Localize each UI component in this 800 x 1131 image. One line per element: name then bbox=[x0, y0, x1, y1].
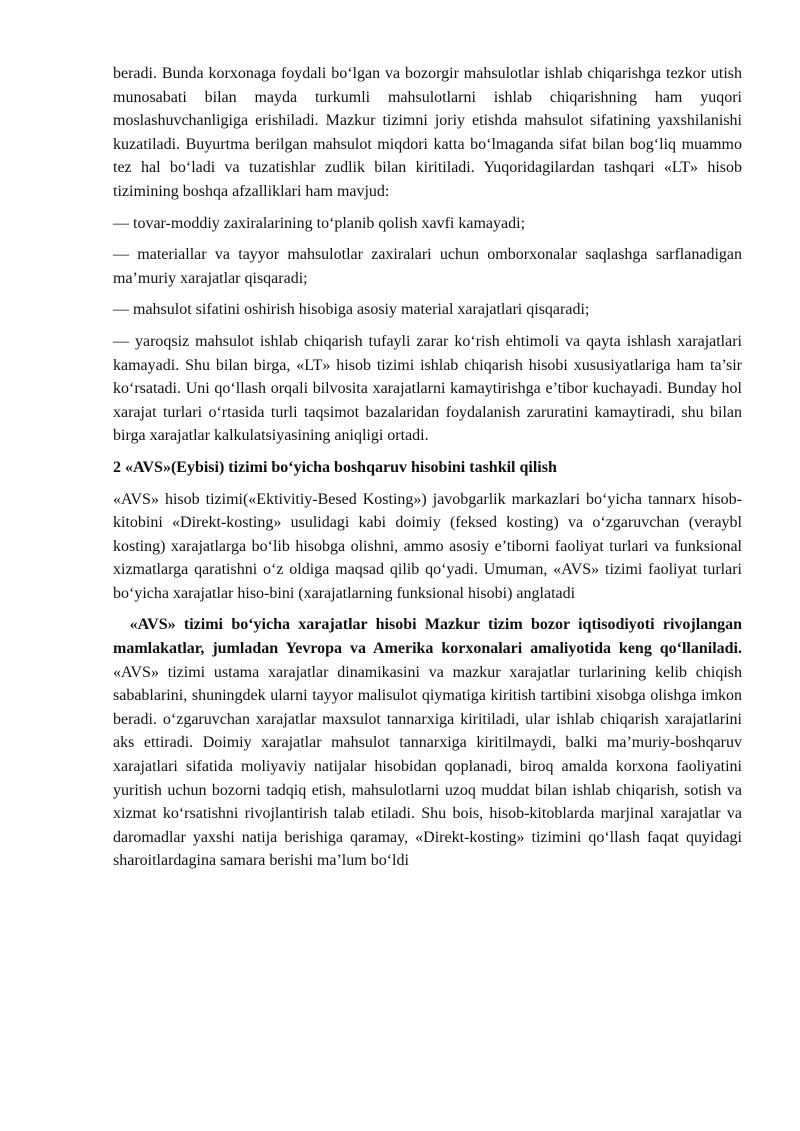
list-item-dash: — materiallar va tayyor mahsulotlar zaxiralari uchun omborxonalar saqlashga sarflanadigan ma’muriy xarajatlar qisqaradi; bbox=[113, 246, 742, 287]
paragraph-intro: beradi. Bunda korxonaga foydali bo‘lgan va bozorgir mahsulotlar ishlab chiqarishga tezkor utish munosabati bilan mayda turkumli mahsulotlarni ishlab chiqarishning ham yuqori moslashuvchanligiga erishiladi. Mazkur tizimni joriy etishda mahsulot sifatining yaxshilanishi kuzatiladi. Buyurtma berilgan mahsulot miqdori katta bo‘lmaganda sifat bilan bog‘liq muammo tez hal bo‘ladi va tuzatishlar zudlik bilan kiritiladi. Yuqoridagilardan tashqari «LT» hisob tizimining boshqa afzalliklari ham mavjud: bbox=[113, 65, 742, 200]
paragraph-avs-cost-accounting bbox=[113, 613, 742, 873]
list-item-dash: — mahsulot sifatini oshirish hisobiga asosiy material xarajatlari qisqaradi; bbox=[113, 301, 590, 319]
bold-lead-sentence: «AVS» tizimi bo‘yicha xarajatlar hisobi Mazkur tizim bozor iqtisodiyoti rivojlangan mamlakatlar, jumladan Yevropa va Amerika korxonalari amaliyotida keng qo‘llaniladi. bbox=[113, 616, 742, 658]
list-item-dash: — yaroqsiz mahsulot ishlab chiqarish tufayli zarar ko‘rish ehtimoli va qayta ishlash xarajatlari kamayadi. Shu bilan birga, «LT» hisob tizimi ishlab chiqarish hisobi xususiyatlariga ham ta’sir ko‘rsatadi. Uni qo‘llash orqali bilvosita xarajatlarni kamaytirishga e’tibor kuchayadi. Bunday hol xarajat turlari o‘rtasida turli taqsimot bazalaridan foydalanish zaruratini kamaytiradi, shu bilan birga xarajatlar kalkulatsiyasining aniqligi ortadi. bbox=[113, 332, 742, 445]
document-page bbox=[113, 62, 742, 881]
paragraph-avs-definition: «AVS» hisob tizimi(«Ektivitiy-Besed Kosting») javobgarlik markazlari bo‘yicha tannarx hisob-kitobini «Direkt-kosting» usulidagi kabi doimiy (feksed kosting) va o‘zgaruvchan (veraybl kosting) xarajatlarga bo‘lib hisobga olishni, ammo asosiy e’tiborni faoliyat turlari va funksional xizmatlarga qaratishni o‘z oldiga maqsad qilib qo‘yadi. Umuman, «AVS» tizimi faoliyat turlari bo‘yicha xarajatlar hiso-bini (xarajatlarning funksional hisobi) anglatadi bbox=[113, 490, 742, 602]
list-item-dash: — tovar-moddiy zaxiralarining to‘planib qolish xavfi kamayadi; bbox=[113, 214, 526, 232]
paragraph-body-text: «AVS» tizimi ustama xarajatlar dinamikasini va mazkur xarajatlar turlarining kelib chiqish sabablarini, shuningdek ularni tayyor malisulot qiymatiga kiritish tartibini xisobga olishga imkon beradi. o‘zgaruvchan xarajatlar maxsulot tannarxiga kiritiladi, ular ishlab chiqarish xarajatlarini aks ettiradi. Doimiy xarajatlar mahsulot tannarxiga kiritilmaydi, balki ma’muriy-boshqaruv xarajatlari sifatida moliyaviy natijalar hisobidan qoplanadi, biroq amalda korxona faoliyatini yuritish uchun bozorni tadqiq etish, mahsulotlarni uzoq muddat bilan ishlab chiqarish, sotish va xizmat ko‘rsatishni rivojlantirish talab etiladi. Shu bois, hisob-kitoblarda marjinal xarajatlar va daromadlar yaxshi natija berishiga qaramay, «Direkt-kosting» tizimini qo‘llash faqat quyidagi sharoitlardagina samara berishi ma’lum bo‘ldi bbox=[113, 663, 742, 870]
section-heading: 2 «AVS»(Eybisi) tizimi bo‘yicha boshqaruv hisobini tashkil qilish bbox=[113, 458, 557, 476]
